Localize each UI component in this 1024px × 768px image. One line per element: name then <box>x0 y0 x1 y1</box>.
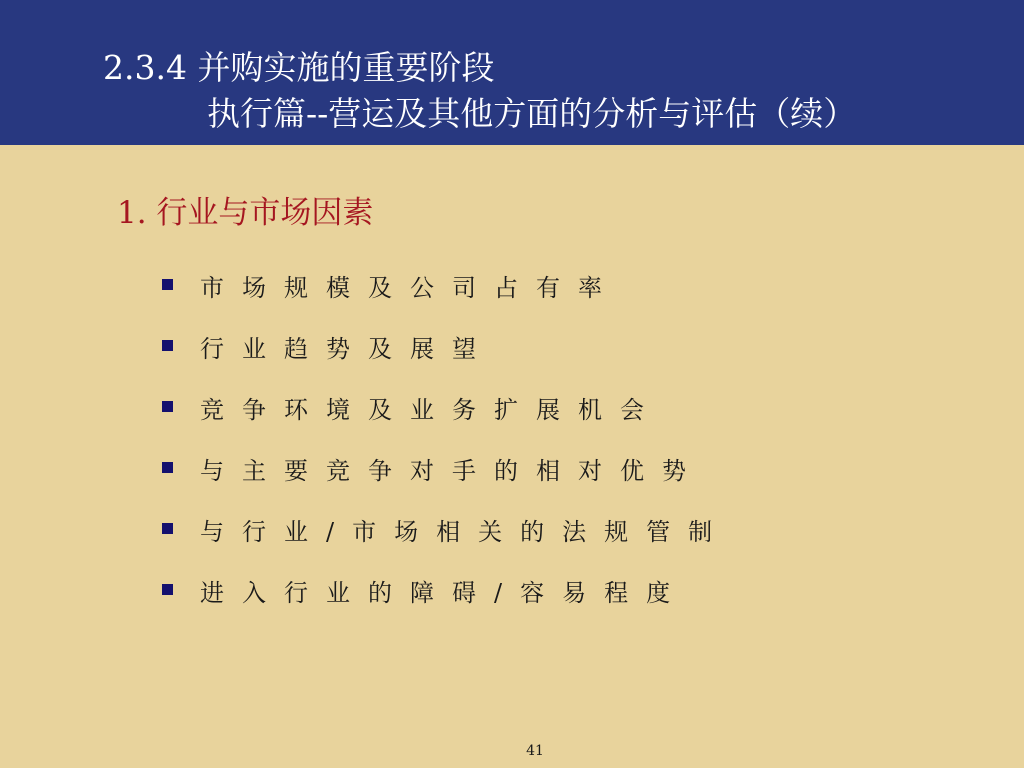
square-bullet-icon <box>162 584 173 595</box>
title-banner <box>0 0 1024 145</box>
bullet-text: 市场规模及公司占有率 <box>200 274 620 302</box>
square-bullet-icon <box>162 401 173 412</box>
bullet-text: 与行业/市场相关的法规管制 <box>200 518 731 546</box>
slide-title-line1: 2.3.4 并购实施的重要阶段 <box>103 48 495 87</box>
bullet-text: 行业趋势及展望 <box>200 335 494 363</box>
bullet-text: 竞争环境及业务扩展机会 <box>200 396 662 424</box>
section-heading: 1. 行业与市场因素 <box>117 195 374 231</box>
slide-title-line2: 执行篇--营运及其他方面的分析与评估（续） <box>207 94 857 133</box>
square-bullet-icon <box>162 462 173 473</box>
square-bullet-icon <box>162 340 173 351</box>
bullet-text: 进入行业的障碍/容易程度 <box>200 579 689 607</box>
square-bullet-icon <box>162 523 173 534</box>
bullet-text: 与主要竞争对手的相对优势 <box>200 457 704 485</box>
square-bullet-icon <box>162 279 173 290</box>
page-number: 41 <box>526 743 544 759</box>
